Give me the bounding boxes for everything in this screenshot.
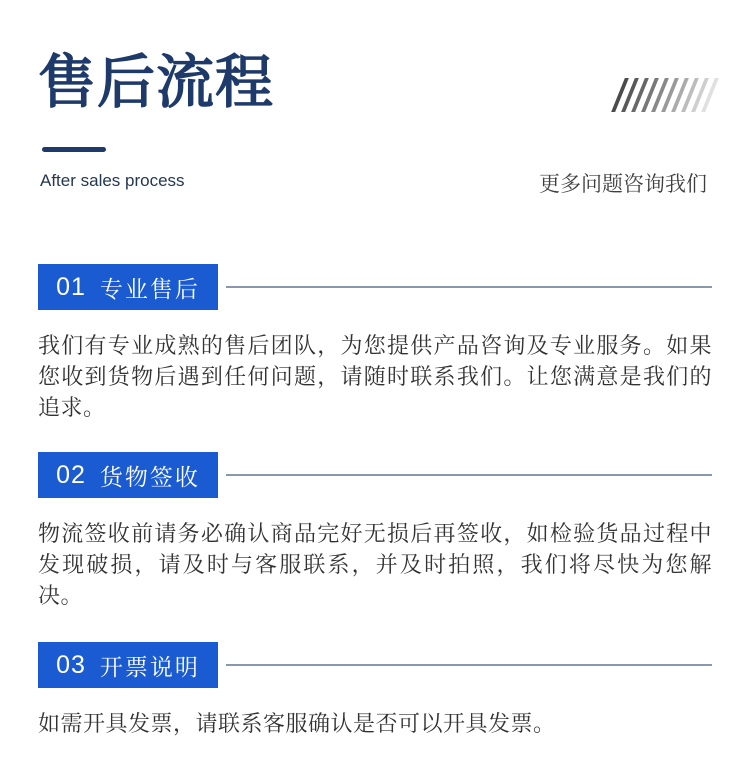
page-subtitle: After sales process	[40, 171, 185, 190]
section-body-text: 我们有专业成熟的售后团队，为您提供产品咨询及专业服务。如果您收到货物后遇到任何问题，请随时联系我们。让您满意是我们的追求。	[38, 333, 712, 420]
section-number-badge	[38, 452, 218, 498]
section-header	[38, 264, 712, 310]
header-rule-line	[226, 286, 712, 288]
section-title: 开票说明	[99, 653, 200, 680]
section-header	[38, 452, 712, 498]
section-invoice-instructions	[38, 642, 712, 739]
section-body-text: 物流签收前请务必确认商品完好无损后再签收，如检验货品过程中发现破损，请及时与客服联系，并及时拍照，我们将尽快为您解决。	[38, 521, 712, 608]
page-title: 售后流程	[38, 50, 275, 115]
section-body-text: 如需开具发票，请联系客服确认是否可以开具发票。	[38, 711, 556, 736]
section-number: 02	[56, 460, 86, 489]
section-number: 03	[56, 650, 86, 679]
header-rule-line	[226, 664, 712, 666]
section-goods-receipt	[38, 452, 712, 611]
section-number: 01	[56, 272, 86, 301]
title-divider	[42, 147, 106, 152]
section-number-badge	[38, 264, 218, 310]
contact-us-tagline: 更多问题咨询我们	[539, 173, 707, 196]
section-header	[38, 642, 712, 688]
section-title: 货物签收	[99, 463, 200, 490]
section-professional-aftersales	[38, 264, 712, 423]
section-number-badge	[38, 642, 218, 688]
diagonal-hatch-icon	[618, 78, 712, 112]
header-rule-line	[226, 474, 712, 476]
section-title: 专业售后	[99, 275, 200, 302]
